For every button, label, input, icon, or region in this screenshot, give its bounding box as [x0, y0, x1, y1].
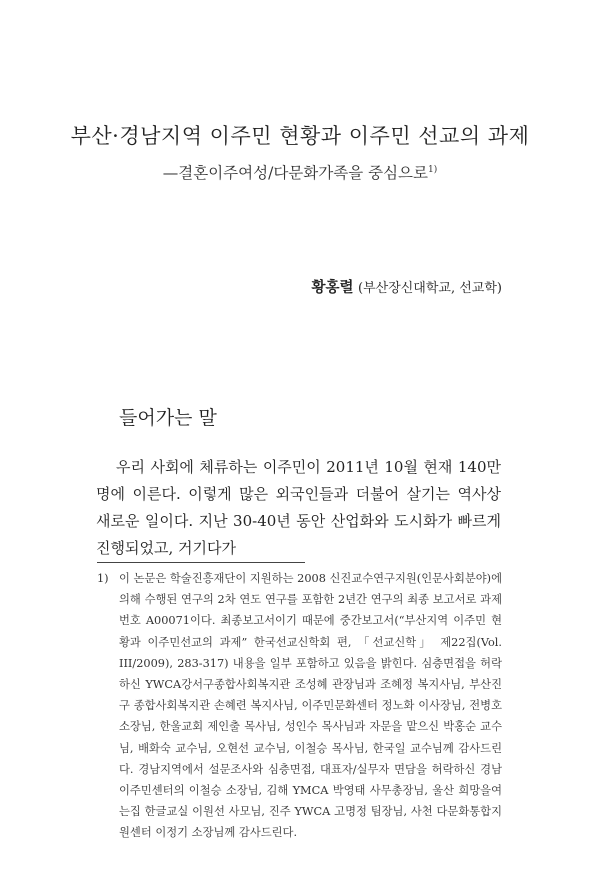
footnote-marker: 1) — [427, 164, 438, 175]
section-heading: 들어가는 말 — [119, 407, 217, 429]
footnote-divider — [97, 562, 305, 563]
paper-subtitle — [0, 161, 600, 183]
footnote — [97, 568, 502, 844]
footnote-number: 1) — [97, 572, 109, 585]
paper-title: 부산·경남지역 이주민 현황과 이주민 선교의 과제 — [70, 124, 530, 148]
author-name: 황홍렬 — [311, 279, 354, 296]
body-paragraph: 우리 사회에 체류하는 이주민이 2011년 10월 현재 140만 명에 이른다. 이렇게 많은 외국인들과 더불어 살기는 역사상 새로운 일이다. 지난 30-40년 동안 산업화와 도시화가 빠르게 진행되었고, 거기다가 — [96, 458, 501, 557]
footnote-text: 이 논문은 학술진흥재단이 지원하는 2008 신진교수연구지원(인문사회분야)에 의해 수행된 연구의 2차 연도 연구를 포함한 2년간 연구의 최종 보고서로 과제번호 A00071이다. 최종보고서이기 때문에 중간보고서(“부산지역 이주민 현황과 이주민선교의 과제” 한국선교신학회 편, 「선교신학」 제22집(Vol. III/2009), 283-317) 내용을 일부 포함하고 있음을 밝힌다. 심층면접을 허락하신 YWCA강서구종합사회복지관 조성혜 관장님과 조혜정 복지사님, 부산진구 종합사회복지관 손혜련 복지사님, 이주민문화센터 정노화 이사장님, 전병호 소장님, 한울교회 제인출 목사님, 성인수 목사님과 자문을 맡으신 박홍순 교수님, 배화숙 교수님, 오현선 교수님, 이철승 목사님, 한국일 교수님께 감사드린다. 경남지역에서 설문조사와 심층면접, 대표자/실무자 면담을 허락하신 경남이주민센터의 이철승 소장님, 김해 YMCA 박영태 사무총장님, 울산 희망을여는집 한글교실 이원선 사모님, 진주 YWCA 고명정 팀장님, 사천 다문화통합지원센터 이정기 소장님께 감사드린다. — [119, 572, 502, 840]
author-line — [312, 276, 502, 297]
body-text — [96, 454, 501, 562]
subtitle-text: —결혼이주여성/다문화가족을 중심으로 — [162, 164, 428, 182]
author-affiliation: (부산장신대학교, 선교학) — [358, 281, 502, 296]
